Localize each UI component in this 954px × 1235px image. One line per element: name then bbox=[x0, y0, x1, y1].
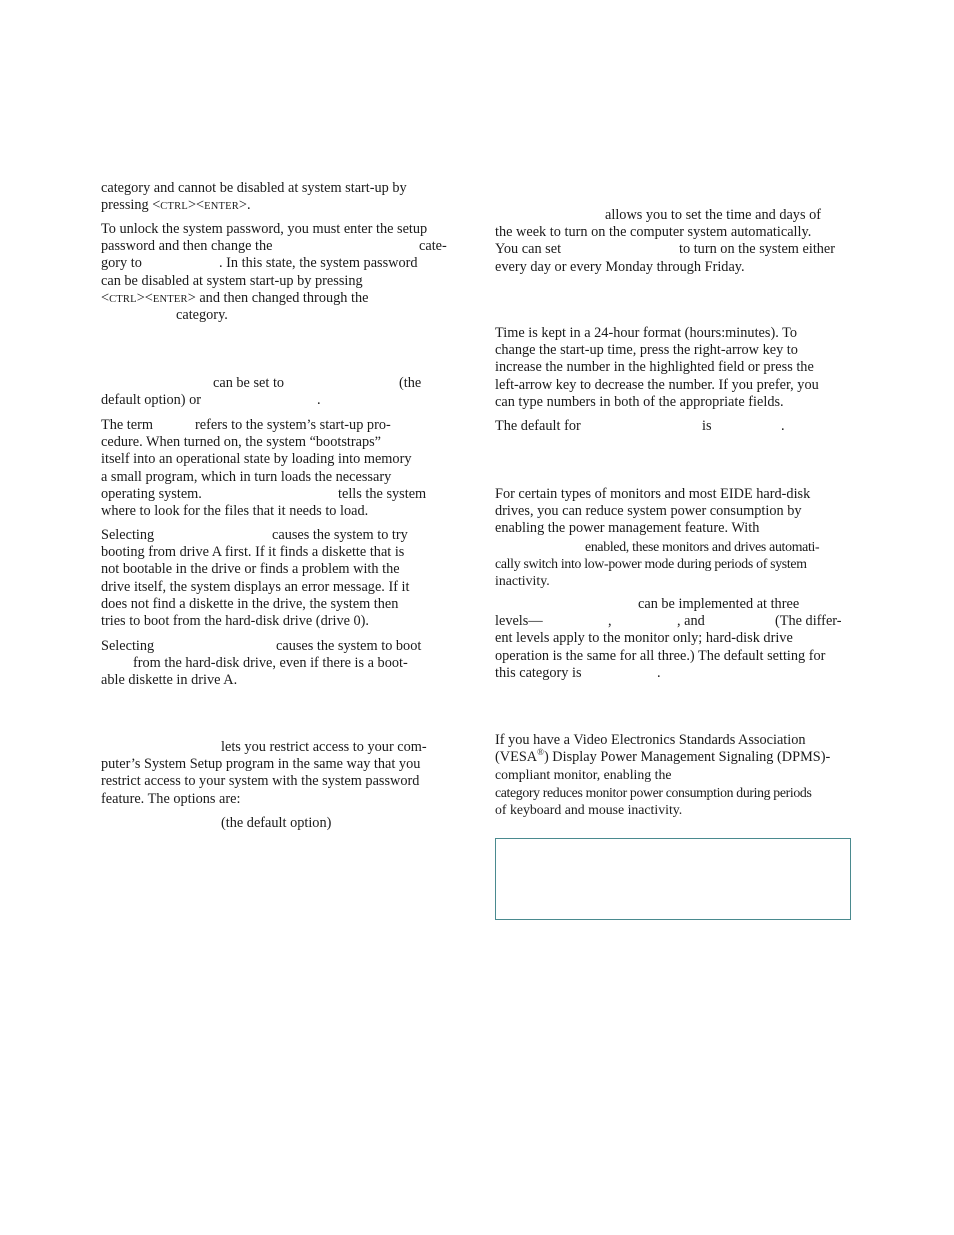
text-fragment: ) Display Power Management Signaling (DPMS)- bbox=[543, 749, 831, 766]
text-fragment: default option) or bbox=[101, 392, 202, 409]
text-fragment: operating system. bbox=[101, 485, 202, 502]
text-line: the week to turn on the computer system automatically. bbox=[495, 224, 812, 241]
text-line: cedure. When turned on, the system “bootstraps” bbox=[101, 434, 382, 451]
text-fragment: can be implemented at three bbox=[638, 596, 800, 612]
text-fragment: > and then changed through the bbox=[187, 289, 369, 306]
text-fragment: category. bbox=[176, 306, 228, 323]
text-line: change the start-up time, press the right-arrow key to bbox=[495, 342, 798, 359]
text-line bbox=[101, 739, 455, 756]
text-line: operation is the same for all three.) The default setting for bbox=[495, 647, 826, 664]
registered-mark: ® bbox=[537, 747, 544, 758]
paragraph-vesa-dpms bbox=[495, 732, 851, 818]
note-box bbox=[495, 838, 851, 920]
text-line: category reduces monitor power consumption during periods bbox=[495, 784, 812, 800]
text-line bbox=[101, 307, 455, 324]
text-fragment: (the default option) bbox=[221, 815, 332, 831]
text-line bbox=[101, 638, 455, 655]
text-line bbox=[101, 655, 455, 672]
text-fragment: can be set to bbox=[213, 375, 285, 391]
text-line bbox=[495, 418, 851, 435]
text-fragment: The default for bbox=[495, 418, 581, 434]
text-fragment: cate- bbox=[419, 238, 447, 255]
text-line: cally switch into low-power mode during periods of system bbox=[495, 555, 807, 571]
text-fragment: from the hard-disk drive, even if there is a boot- bbox=[133, 655, 408, 672]
key-enter: ENTER bbox=[204, 201, 239, 213]
text-fragment: The term bbox=[101, 417, 154, 433]
text-fragment: enabled, these monitors and drives automati- bbox=[585, 538, 820, 554]
paragraph-default-time bbox=[495, 418, 851, 435]
text-line: booting from drive A first. If it finds a diskette that is bbox=[101, 544, 405, 561]
text-line: tries to boot from the hard-disk drive (drive 0). bbox=[101, 612, 369, 629]
text-line: If you have a Video Electronics Standards Association bbox=[495, 732, 806, 748]
text-fragment: You can set bbox=[495, 241, 562, 258]
paragraph-password-category bbox=[101, 180, 455, 214]
paragraph-boot-sequence-options bbox=[101, 375, 455, 409]
text-line: To unlock the system password, you must enter the setup bbox=[101, 221, 428, 237]
text-fragment: causes the system to try bbox=[272, 527, 408, 543]
text-fragment: . bbox=[317, 392, 321, 409]
paragraph-hard-disk-only bbox=[101, 638, 455, 690]
text-fragment: levels— bbox=[495, 613, 543, 630]
text-fragment: . In this state, the system password bbox=[219, 255, 418, 272]
text-line: puter’s System Setup program in the same way that you bbox=[101, 756, 421, 773]
paragraph-boot-term bbox=[101, 417, 455, 520]
paragraph-diskette-first bbox=[101, 527, 455, 630]
text-line: For certain types of monitors and most EIDE hard-disk bbox=[495, 486, 811, 502]
text-fragment: . bbox=[781, 418, 785, 434]
key-ctrl: CTRL bbox=[109, 293, 137, 305]
text-fragment: is bbox=[702, 418, 712, 434]
text-line: Time is kept in a 24-hour format (hours:minutes). To bbox=[495, 325, 797, 341]
text-fragment: (VESA bbox=[495, 749, 538, 766]
text-line: can type numbers in both of the appropriate fields. bbox=[495, 393, 784, 410]
text-line bbox=[101, 255, 455, 272]
paragraph-unlock-password bbox=[101, 221, 455, 324]
text-fragment: Selecting bbox=[101, 638, 155, 654]
text-fragment: pressing < bbox=[101, 197, 161, 214]
text-line bbox=[101, 486, 455, 503]
text-fragment: tells the system bbox=[338, 485, 427, 502]
text-line bbox=[495, 665, 851, 682]
text-line bbox=[101, 392, 455, 409]
text-fragment: Selecting bbox=[101, 527, 155, 543]
text-line bbox=[101, 197, 455, 214]
text-fragment: to turn on the system either bbox=[679, 241, 836, 258]
text-fragment: >. bbox=[238, 197, 251, 214]
text-line bbox=[495, 749, 851, 766]
text-fragment: (The differ- bbox=[775, 613, 842, 630]
text-line: category and cannot be disabled at system start-up by bbox=[101, 180, 407, 196]
text-line bbox=[101, 527, 455, 544]
text-line: every day or every Monday through Friday. bbox=[495, 258, 745, 275]
text-fragment: , bbox=[608, 613, 612, 630]
text-line bbox=[495, 207, 851, 224]
text-line: feature. The options are: bbox=[101, 790, 241, 807]
text-line bbox=[495, 596, 851, 613]
text-line bbox=[101, 375, 455, 392]
text-fragment: , and bbox=[677, 613, 705, 630]
text-line bbox=[495, 613, 851, 630]
text-line: inactivity. bbox=[495, 572, 550, 588]
text-fragment: allows you to set the time and days of bbox=[605, 207, 822, 223]
text-line: enabling the power management feature. With bbox=[495, 520, 760, 537]
key-enter: ENTER bbox=[152, 293, 188, 305]
text-line: able diskette in drive A. bbox=[101, 672, 238, 689]
text-line: increase the number in the highlighted field or press the bbox=[495, 359, 814, 376]
text-line: does not find a diskette in the drive, the system then bbox=[101, 595, 399, 612]
text-line: where to look for the files that it needs to load. bbox=[101, 502, 369, 519]
text-fragment: this category is bbox=[495, 664, 582, 681]
text-line bbox=[101, 815, 455, 832]
text-line bbox=[101, 417, 455, 434]
text-line: not bootable in the drive or finds a problem with the bbox=[101, 561, 400, 578]
text-line: drive itself, the system displays an error message. If it bbox=[101, 578, 410, 595]
paragraph-auto-power-on bbox=[495, 207, 851, 276]
text-line: a small program, which in turn loads the necessary bbox=[101, 468, 392, 485]
text-line: <CTRL><ENTER> and then changed through the bbox=[101, 289, 369, 306]
paragraph-power-levels bbox=[495, 596, 851, 682]
paragraph-power-management bbox=[495, 486, 851, 589]
key-ctrl: CTRL bbox=[160, 201, 188, 213]
text-line bbox=[101, 238, 455, 255]
paragraph-setup-password bbox=[101, 739, 455, 808]
text-fragment: refers to the system’s start-up pro- bbox=[195, 417, 391, 433]
text-line: restrict access to your system with the system password bbox=[101, 773, 420, 790]
text-fragment: >< bbox=[187, 197, 205, 214]
text-fragment: . bbox=[657, 664, 661, 681]
text-line bbox=[495, 538, 851, 555]
text-line: can be disabled at system start-up by pressing bbox=[101, 272, 363, 289]
text-line: drives, you can reduce system power consumption by bbox=[495, 503, 802, 520]
text-line bbox=[495, 241, 851, 258]
text-fragment: gory to bbox=[101, 255, 142, 272]
option-default bbox=[101, 815, 455, 832]
text-line: of keyboard and mouse inactivity. bbox=[495, 801, 683, 817]
text-fragment: (the bbox=[399, 375, 422, 391]
text-line: ent levels apply to the monitor only; hard-disk drive bbox=[495, 630, 793, 647]
text-fragment: lets you restrict access to your com- bbox=[221, 739, 427, 755]
paragraph-time-format bbox=[495, 325, 851, 411]
text-line: itself into an operational state by loading into memory bbox=[101, 451, 412, 468]
text-line: compliant monitor, enabling the bbox=[495, 767, 672, 783]
text-line: left-arrow key to decrease the number. If you prefer, you bbox=[495, 376, 819, 393]
text-fragment: causes the system to boot bbox=[276, 638, 422, 654]
text-fragment: password and then change the bbox=[101, 238, 273, 255]
